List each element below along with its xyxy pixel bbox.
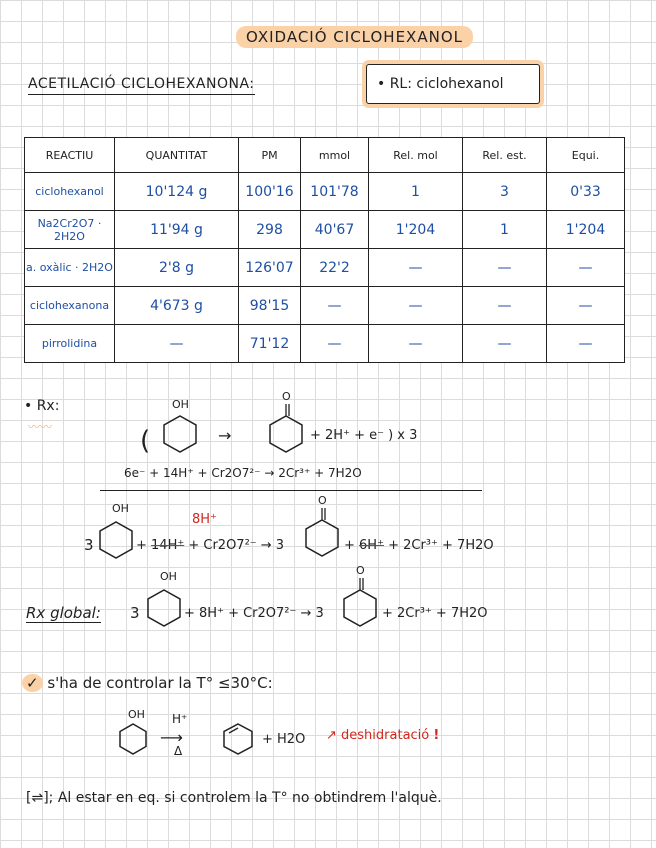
table-cell: 298 — [239, 211, 301, 249]
cyclohexanone-ring — [304, 508, 340, 556]
check-icon: ✓ — [22, 674, 43, 692]
oh-label: OH — [128, 708, 145, 721]
global-label: Rx global: — [26, 604, 101, 622]
table-cell: — — [547, 325, 625, 363]
catalyst-label: H⁺ — [172, 712, 188, 726]
table-cell: pirrolidina — [25, 325, 115, 363]
table-cell: 100'16 — [239, 173, 301, 211]
header-cell: Rel. mol — [369, 138, 463, 173]
cyclohexanone-ring — [342, 578, 378, 626]
table-cell: a. oxàlic · 2H2O — [25, 249, 115, 287]
table-cell: 101'78 — [301, 173, 369, 211]
global-mid: + 8H⁺ + Cr2O7²⁻ → 3 — [184, 606, 324, 621]
rx-underline-squiggle: 〰〰 — [28, 420, 53, 434]
table-cell: ciclohexanol — [25, 173, 115, 211]
dehyd-product: + H2O — [262, 732, 306, 747]
cyclohexanone-ring — [268, 404, 304, 452]
corrected-h-count: 8H⁺ — [192, 512, 217, 527]
table-row — [25, 211, 625, 249]
heat-label: Δ — [174, 744, 183, 758]
table-cell: — — [547, 287, 625, 325]
table-cell: — — [547, 249, 625, 287]
table-cell: — — [369, 249, 463, 287]
table-cell: — — [369, 325, 463, 363]
oh-label: OH — [172, 398, 189, 411]
exclaim-mark: ! — [433, 728, 440, 743]
table-cell: 3 — [463, 173, 547, 211]
table-row — [25, 249, 625, 287]
table-cell: 1'204 — [547, 211, 625, 249]
table-row — [25, 287, 625, 325]
section-subtitle: ACETILACIÓ CICLOHEXANONA: — [28, 76, 255, 95]
table-cell: ciclohexanona — [25, 287, 115, 325]
header-cell: mmol — [301, 138, 369, 173]
table-cell: Na2Cr2O7 · 2H2O — [25, 211, 115, 249]
table-cell: 10'124 g — [115, 173, 239, 211]
table-cell: — — [463, 287, 547, 325]
combined-right-rest: + 2Cr³⁺ + 7H2O — [388, 538, 494, 553]
o-label: O — [356, 564, 365, 577]
note-text: s'ha de controlar la T° ≤30°C: — [47, 674, 273, 692]
combined-coef: 3 — [84, 536, 94, 554]
table-cell: 1 — [463, 211, 547, 249]
header-cell: Equi. — [547, 138, 625, 173]
o-label: O — [282, 390, 291, 403]
combined-left-rest: + Cr2O7²⁻ → 3 — [188, 538, 285, 553]
limiting-reagent-label: • RL: ciclohexanol — [377, 76, 504, 92]
table-cell: 126'07 — [239, 249, 301, 287]
temperature-note — [22, 674, 273, 692]
combined-right: + 6H⁺ + 2Cr³⁺ + 7H2O — [344, 538, 494, 553]
cyclohexanol-ring — [98, 520, 134, 560]
sum-line — [100, 490, 482, 491]
header-cell: PM — [239, 138, 301, 173]
table-cell: 4'673 g — [115, 287, 239, 325]
struck-h-count: 6H⁺ — [359, 538, 384, 553]
table-cell: — — [301, 325, 369, 363]
table-cell: 0'33 — [547, 173, 625, 211]
footer-note: [⇌]; Al estar en eq. si controlem la T° no obtindrem l'alquè. — [26, 790, 442, 806]
table-cell: — — [301, 287, 369, 325]
table-header-row — [25, 138, 625, 173]
header-cell: Rel. est. — [463, 138, 547, 173]
cyclohexanol-ring — [118, 722, 148, 756]
table-cell: 40'67 — [301, 211, 369, 249]
dehydration-note: ↗ deshidratació ! — [326, 728, 440, 743]
dehydration-label: deshidratació — [341, 728, 430, 743]
table-cell: 11'94 g — [115, 211, 239, 249]
global-right: + 2Cr³⁺ + 7H2O — [382, 606, 488, 621]
o-label: O — [318, 494, 327, 507]
table-cell: 2'8 g — [115, 249, 239, 287]
table-cell: — — [463, 325, 547, 363]
table-cell: — — [369, 287, 463, 325]
page-title: OXIDACIÓ CICLOHEXANOL — [236, 26, 473, 48]
table-cell: — — [115, 325, 239, 363]
table-cell: — — [463, 249, 547, 287]
arrow: ⟶ — [160, 728, 183, 747]
table-cell: 98'15 — [239, 287, 301, 325]
table-cell: 1 — [369, 173, 463, 211]
cyclohexanol-ring — [146, 588, 182, 628]
open-paren: ( — [140, 426, 151, 456]
cyclohexene-ring — [222, 722, 254, 756]
combined-left: + 14H⁺ + Cr2O7²⁻ → 3 — [136, 538, 285, 553]
table-cell: 71'12 — [239, 325, 301, 363]
reagents-table — [24, 137, 625, 363]
oh-label: OH — [112, 502, 129, 515]
oh-label: OH — [160, 570, 177, 583]
cyclohexanol-ring — [162, 414, 198, 454]
table-cell: 1'204 — [369, 211, 463, 249]
limiting-reagent-box — [366, 64, 540, 104]
table-row — [25, 325, 625, 363]
header-cell: QUANTITAT — [115, 138, 239, 173]
arrow: → — [218, 426, 232, 445]
header-cell: REACTIU — [25, 138, 115, 173]
rx-label: • Rx: — [24, 398, 60, 414]
half-red: 6e⁻ + 14H⁺ + Cr2O7²⁻ → 2Cr³⁺ + 7H2O — [124, 466, 362, 480]
struck-h-count: 14H⁺ — [151, 538, 185, 553]
global-coef: 3 — [130, 604, 140, 622]
table-cell: 22'2 — [301, 249, 369, 287]
half-ox-right: + 2H⁺ + e⁻ ) x 3 — [310, 428, 418, 443]
table-row — [25, 173, 625, 211]
